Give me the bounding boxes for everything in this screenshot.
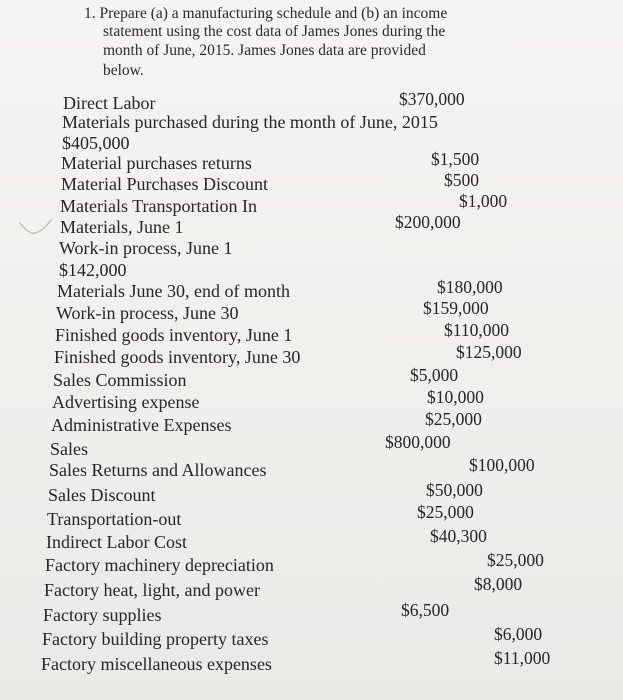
label-sales: Sales xyxy=(50,439,88,459)
label-factory-supplies: Factory supplies xyxy=(43,605,162,625)
label-factory-heat-light-power: Factory heat, light, and power xyxy=(44,580,260,600)
value-sales: $800,000 xyxy=(385,432,451,452)
value-transportation-out: $25,000 xyxy=(417,502,474,522)
label-wip-june-1: Work-in process, June 1 xyxy=(59,238,233,258)
value-fg-june-1: $110,000 xyxy=(444,320,509,340)
value-indirect-labor-cost: $40,300 xyxy=(430,526,487,546)
label-factory-machinery-depreciation: Factory machinery depreciation xyxy=(45,555,274,575)
value-materials-transportation-in: $1,000 xyxy=(459,191,508,211)
label-wip-june-1-amount: $142,000 xyxy=(59,260,127,280)
label-administrative-expenses: Administrative Expenses xyxy=(51,415,232,435)
value-factory-machinery-depreciation: $25,000 xyxy=(487,550,544,570)
label-transportation-out: Transportation-out xyxy=(47,509,182,529)
label-wip-june-30: Work-in process, June 30 xyxy=(56,303,239,323)
label-material-purchases-returns: Material purchases returns xyxy=(61,153,252,173)
value-factory-heat-light-power: $8,000 xyxy=(474,574,523,594)
question-line-1: 1. Prepare (a) a manufacturing schedule and (b) an income xyxy=(84,5,448,22)
label-materials-purchased-amount: $405,000 xyxy=(62,133,130,153)
label-materials-june-30: Materials June 30, end of month xyxy=(57,281,290,301)
label-sales-returns-allowances: Sales Returns and Allowances xyxy=(49,460,267,480)
value-materials-june-30: $180,000 xyxy=(437,277,503,297)
value-sales-commission: $5,000 xyxy=(410,365,459,385)
value-factory-supplies: $6,500 xyxy=(401,600,450,620)
value-sales-returns-allowances: $100,000 xyxy=(469,455,535,475)
label-fg-june-30: Finished goods inventory, June 30 xyxy=(54,347,301,367)
label-indirect-labor-cost: Indirect Labor Cost xyxy=(46,532,187,552)
label-factory-building-property-taxes: Factory building property taxes xyxy=(42,629,269,649)
value-advertising-expense: $10,000 xyxy=(427,387,484,407)
label-advertising-expense: Advertising expense xyxy=(52,392,200,412)
label-sales-discount: Sales Discount xyxy=(48,485,156,505)
label-fg-june-1: Finished goods inventory, June 1 xyxy=(55,325,293,345)
label-materials-transportation-in: Materials Transportation In xyxy=(60,196,257,216)
value-administrative-expenses: $25,000 xyxy=(425,409,482,429)
question-line-4: below. xyxy=(103,62,144,79)
question-line-2: statement using the cost data of James Jones during the xyxy=(103,23,446,40)
value-sales-discount: $50,000 xyxy=(426,480,483,500)
label-direct-labor: Direct Labor xyxy=(63,93,156,113)
label-material-purchases-discount: Material Purchases Discount xyxy=(61,174,268,194)
pen-check-mark xyxy=(18,214,52,236)
value-material-purchases-returns: $1,500 xyxy=(431,149,480,169)
value-wip-june-30: $159,000 xyxy=(423,298,489,318)
question-line-3: month of June, 2015. James Jones data are provided xyxy=(103,42,426,59)
label-factory-miscellaneous-expenses: Factory miscellaneous expenses xyxy=(41,654,272,674)
value-factory-miscellaneous-expenses: $11,000 xyxy=(494,648,551,668)
value-direct-labor: $370,000 xyxy=(399,89,465,109)
label-sales-commission: Sales Commission xyxy=(53,370,187,390)
value-factory-building-property-taxes: $6,000 xyxy=(494,624,543,644)
value-fg-june-30: $125,000 xyxy=(456,342,522,362)
value-materials-june-1: $200,000 xyxy=(395,212,461,232)
label-materials-purchased: Materials purchased during the month of June, 2015 xyxy=(62,112,438,132)
label-materials-june-1: Materials, June 1 xyxy=(60,217,184,237)
value-material-purchases-discount: $500 xyxy=(444,170,479,190)
